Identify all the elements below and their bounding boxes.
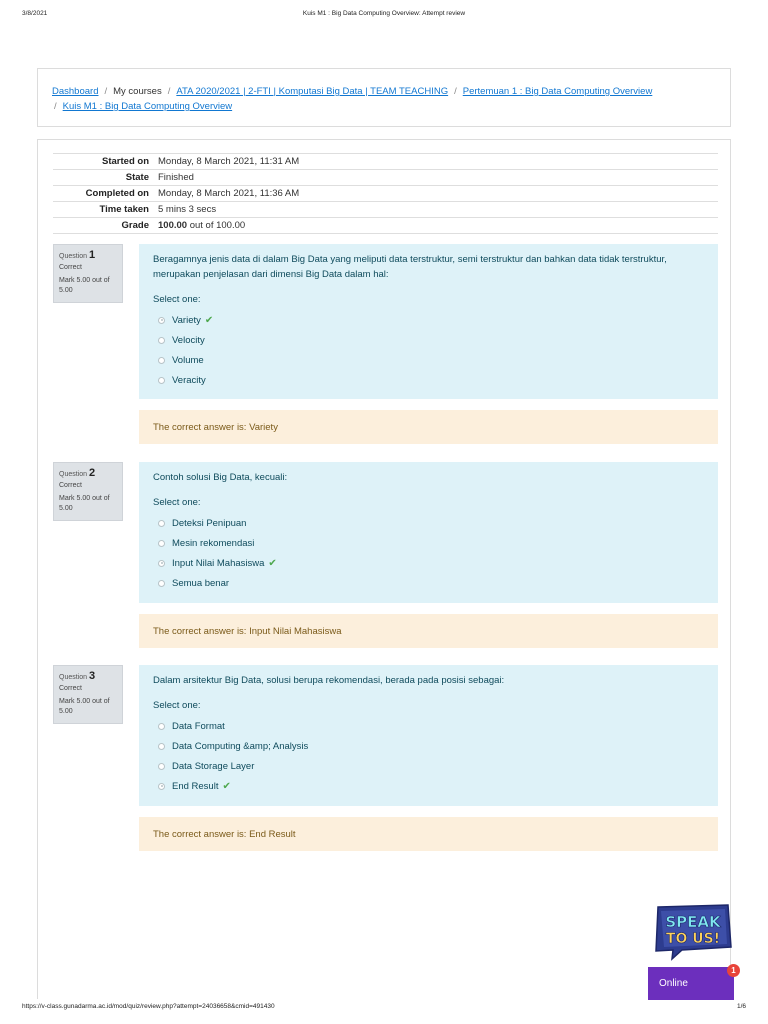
radio-button[interactable]	[158, 723, 165, 730]
time-taken-value: 5 mins 3 secs	[158, 202, 718, 218]
select-one-label: Select one:	[153, 294, 201, 305]
speak-to-us-icon[interactable]	[652, 903, 734, 961]
question-3-content	[139, 665, 718, 806]
summary-row-grade	[53, 218, 718, 234]
breadcrumb-my-courses: My courses	[113, 86, 162, 97]
answer-option-label: Input Nilai Mahasiswa	[172, 557, 265, 569]
question-number: 2	[88, 467, 96, 479]
answer-option[interactable]	[153, 553, 704, 573]
question-2-info	[53, 462, 123, 521]
attempt-summary-table	[53, 153, 718, 234]
question-2-content	[139, 462, 718, 603]
summary-row-started	[53, 154, 718, 170]
radio-button[interactable]	[158, 743, 165, 750]
notification-badge: 1	[727, 964, 740, 977]
answer-option[interactable]	[153, 533, 704, 553]
completed-value: Monday, 8 March 2021, 11:36 AM	[158, 186, 718, 202]
answer-option-label: Semua benar	[172, 577, 230, 589]
question-label: Question	[59, 674, 88, 681]
summary-row-completed	[53, 186, 718, 202]
answer-option-label: Veracity	[172, 374, 206, 386]
state-value: Finished	[158, 170, 718, 186]
answer-option[interactable]	[153, 573, 704, 593]
correct-check-icon: ✔	[222, 780, 231, 792]
breadcrumb	[37, 68, 731, 127]
radio-button[interactable]	[158, 763, 165, 770]
answer-option-label: Data Computing &amp; Analysis	[172, 740, 309, 752]
select-one-label: Select one:	[153, 700, 201, 711]
question-2-feedback	[139, 614, 718, 648]
summary-row-time	[53, 202, 718, 218]
question-mark: Mark 5.00 out of 5.00	[59, 698, 110, 715]
question-text: Dalam arsitektur Big Data, solusi berupa rekomendasi, berada pada posisi sebagai:	[153, 675, 505, 686]
question-1-content	[139, 244, 718, 399]
answer-option-label: Volume	[172, 354, 204, 366]
radio-button[interactable]	[158, 337, 165, 344]
radio-button[interactable]	[158, 520, 165, 527]
breadcrumb-dashboard-link[interactable]: Dashboard	[52, 86, 99, 97]
question-mark: Mark 5.00 out of 5.00	[59, 277, 110, 294]
answer-option[interactable]	[153, 370, 704, 390]
question-number: 1	[88, 249, 96, 261]
answer-option-label: Data Format	[172, 720, 225, 732]
state-label: State	[53, 170, 158, 186]
print-title: Kuis M1 : Big Data Computing Overview: Attempt review	[302, 10, 466, 17]
grade-total: out of 100.00	[189, 220, 246, 231]
answer-option[interactable]	[153, 776, 704, 796]
correct-answer-text: The correct answer is: Variety	[153, 421, 278, 433]
breadcrumb-course-link[interactable]: ATA 2020/2021 | 2-FTI | Komputasi Big Data | TEAM TEACHING	[176, 86, 449, 97]
speak-text-line2: TO US!	[665, 931, 721, 947]
answer-option-label: Mesin rekomendasi	[172, 537, 255, 549]
started-label: Started on	[53, 154, 158, 170]
question-1-feedback	[139, 410, 718, 444]
grade-score: 100.00	[158, 220, 188, 231]
summary-row-state	[53, 170, 718, 186]
online-chat-button[interactable]	[648, 967, 734, 1000]
radio-button[interactable]	[158, 317, 165, 324]
answer-option-label: End Result	[172, 780, 219, 792]
online-label: Online	[659, 978, 688, 989]
breadcrumb-section-link[interactable]: Pertemuan 1 : Big Data Computing Overview	[462, 86, 653, 97]
question-1-info	[53, 244, 123, 303]
answer-option-label: Deteksi Penipuan	[172, 517, 247, 529]
correct-check-icon: ✔	[268, 557, 277, 569]
print-date: 3/8/2021	[22, 10, 48, 17]
breadcrumb-quiz-link[interactable]: Kuis M1 : Big Data Computing Overview	[62, 101, 233, 112]
print-url: https://v-class.gunadarma.ac.id/mod/quiz/review.php?attempt=24036658&cmid=491430	[22, 1003, 275, 1010]
select-one-label: Select one:	[153, 497, 201, 508]
answer-option[interactable]	[153, 330, 704, 350]
question-text: Contoh solusi Big Data, kecuali:	[153, 472, 288, 483]
question-status: Correct	[59, 482, 82, 489]
radio-button[interactable]	[158, 540, 165, 547]
quiz-review-panel	[37, 139, 731, 999]
question-text: Beragamnya jenis data di dalam Big Data yang meliputi data terstruktur, semi terstruktur dan bahkan data tidak terstruktur, merupakan penjelasan dari dimensi Big Data dalam hal:	[153, 254, 667, 280]
breadcrumb-separator: /	[104, 86, 108, 97]
print-page-number: 1/6	[736, 1003, 746, 1010]
radio-button[interactable]	[158, 357, 165, 364]
answer-option[interactable]	[153, 716, 704, 736]
answer-option[interactable]	[153, 756, 704, 776]
radio-button[interactable]	[158, 377, 165, 384]
radio-button[interactable]	[158, 783, 165, 790]
breadcrumb-separator: /	[167, 86, 171, 97]
answer-option-label: Velocity	[172, 334, 205, 346]
started-value: Monday, 8 March 2021, 11:31 AM	[158, 154, 718, 170]
grade-label: Grade	[53, 218, 158, 234]
question-mark: Mark 5.00 out of 5.00	[59, 495, 110, 512]
answer-option[interactable]	[153, 310, 704, 330]
question-status: Correct	[59, 685, 82, 692]
grade-value	[158, 218, 718, 234]
question-label: Question	[59, 253, 88, 260]
speak-text-line1: SPEAK	[665, 913, 721, 931]
answer-option[interactable]	[153, 736, 704, 756]
completed-label: Completed on	[53, 186, 158, 202]
radio-button[interactable]	[158, 580, 165, 587]
question-label: Question	[59, 471, 88, 478]
correct-check-icon: ✔	[204, 314, 214, 326]
answer-option-label: Data Storage Layer	[172, 760, 255, 772]
question-3-info	[53, 665, 123, 724]
breadcrumb-separator: /	[454, 86, 457, 97]
answer-option[interactable]	[153, 350, 704, 370]
correct-answer-text: The correct answer is: Input Nilai Mahasiswa	[153, 625, 342, 637]
correct-answer-text: The correct answer is: End Result	[153, 828, 296, 840]
answer-option[interactable]	[153, 513, 704, 533]
question-3-feedback	[139, 817, 718, 851]
radio-button[interactable]	[158, 560, 165, 567]
question-number: 3	[88, 670, 96, 682]
breadcrumb-separator: /	[54, 101, 57, 112]
question-status: Correct	[59, 264, 82, 271]
answer-option-label: Variety	[172, 314, 201, 326]
time-taken-label: Time taken	[53, 202, 158, 218]
